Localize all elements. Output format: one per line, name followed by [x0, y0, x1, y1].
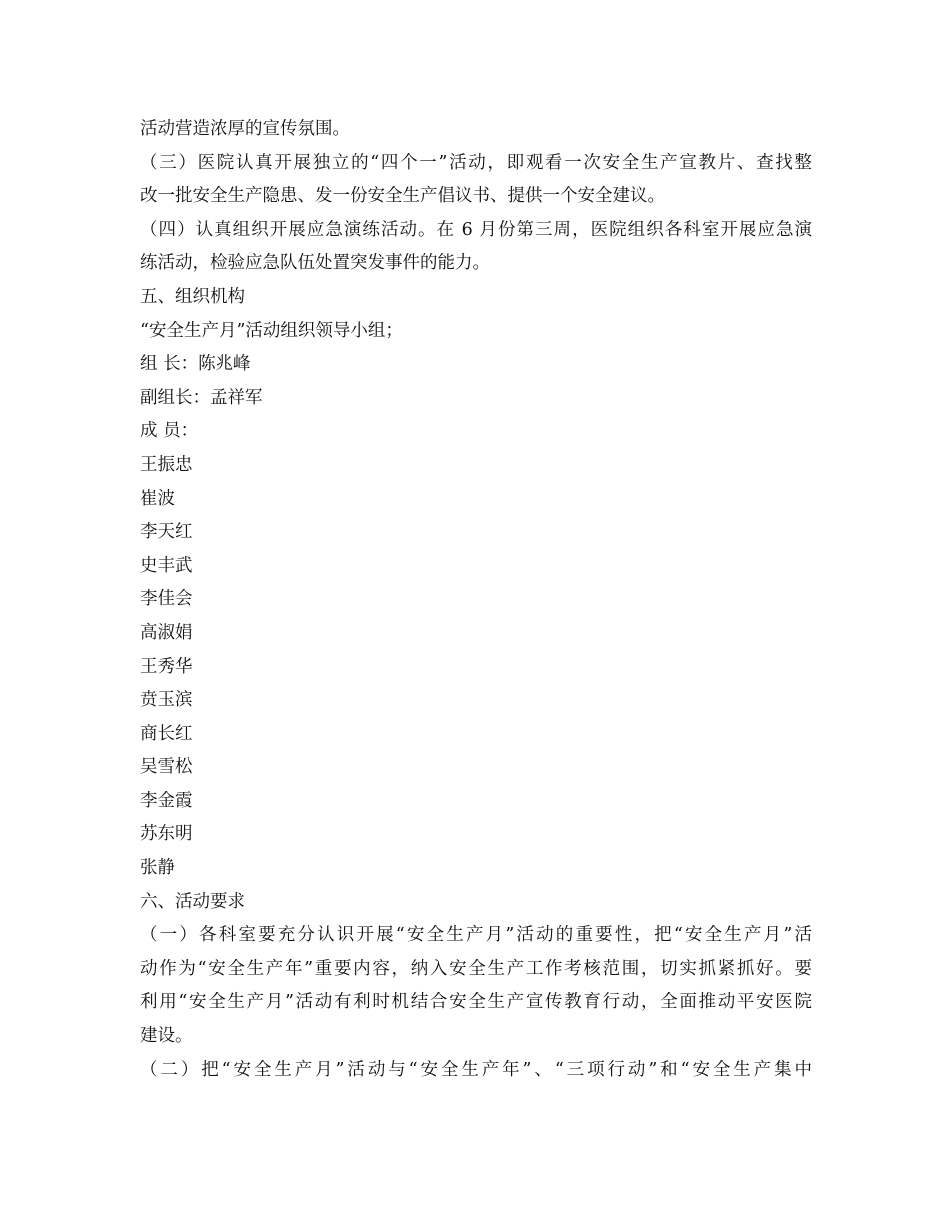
paragraph-line: 练活动，检验应急队伍处置突发事件的能力。 [140, 253, 490, 274]
paragraph-line: （一）各科室要充分认识开展“安全生产月”活动的重要性，把“安全生产月”活 [140, 925, 812, 946]
paragraph-line: （三）医院认真开展独立的“四个一”活动，即观看一次安全生产宣教片、查找整 [140, 152, 812, 173]
member-name: 崔波 [140, 488, 175, 509]
section-heading: 五、组织机构 [140, 286, 245, 307]
member-name: 高淑娟 [140, 622, 193, 643]
paragraph-line: 活动营造浓厚的宣传氛围。 [140, 119, 350, 139]
member-name: 李金霞 [140, 790, 193, 811]
member-name: 王秀华 [140, 656, 193, 677]
member-name: 李佳会 [140, 589, 193, 610]
deputy-leader-line: 副组长：孟祥军 [140, 387, 263, 408]
document-page [140, 113, 812, 1087]
paragraph-line: 利用“安全生产月”活动有利时机结合安全生产宣传教育行动，全面推动平安医院 [140, 992, 812, 1013]
paragraph-line: （二）把“安全生产月”活动与“安全生产年”、“三项行动”和“安全生产集中 [140, 1059, 812, 1080]
leader-line: 组 长：陈兆峰 [140, 354, 251, 375]
member-name: 张静 [140, 858, 175, 879]
members-label: 成 员： [140, 421, 199, 442]
member-name: 苏东明 [140, 824, 193, 845]
paragraph-line: “安全生产月”活动组织领导小组； [140, 320, 403, 341]
section-heading: 六、活动要求 [140, 891, 245, 912]
member-name: 贲玉滨 [140, 690, 193, 711]
member-name: 史丰武 [140, 555, 193, 576]
member-name: 李天红 [140, 522, 193, 543]
paragraph-line: 改一批安全生产隐患、发一份安全生产倡议书、提供一个安全建议。 [140, 186, 665, 207]
member-name: 商长红 [140, 723, 193, 744]
member-name: 王振忠 [140, 454, 193, 475]
paragraph-line: （四）认真组织开展应急演练活动。在 6 月份第三周，医院组织各科室开展应急演 [140, 219, 812, 240]
paragraph-line: 动作为“安全生产年”重要内容，纳入安全生产工作考核范围，切实抓紧抓好。要 [140, 958, 812, 979]
member-name: 吴雪松 [140, 757, 193, 778]
paragraph-line: 建设。 [140, 1026, 193, 1047]
